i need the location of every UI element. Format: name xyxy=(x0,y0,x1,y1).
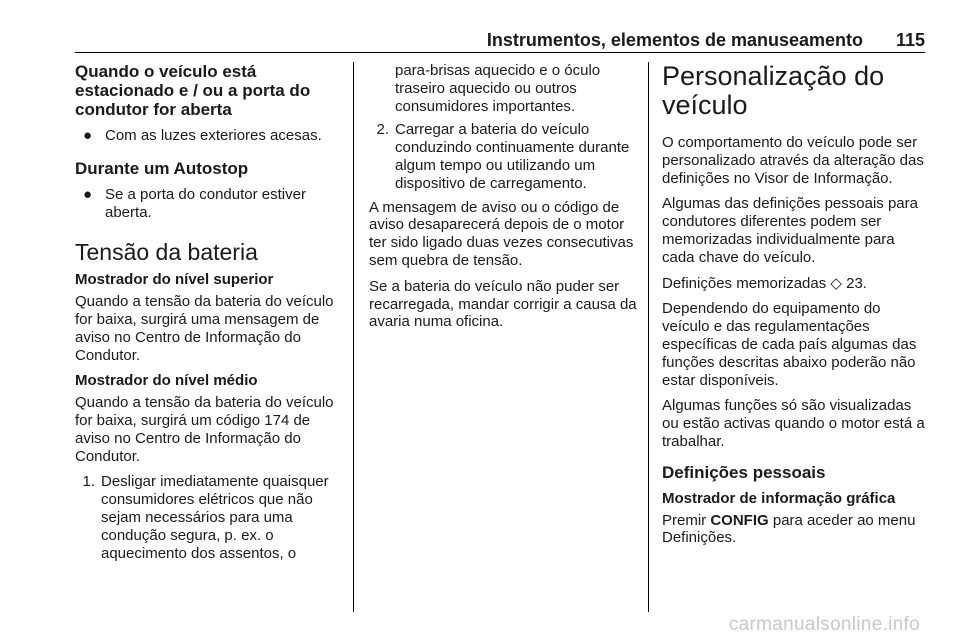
page-number: 115 xyxy=(895,30,925,50)
text-premir: Premir xyxy=(662,511,707,529)
column-divider xyxy=(648,62,649,612)
paragraph-config xyxy=(662,512,928,548)
paragraph: Algumas funções só são visualizadas ou estão activas quando o motor está a trabalhar. xyxy=(662,397,925,450)
step-number: 1. xyxy=(82,473,95,491)
paragraph: A mensagem de aviso ou o código de aviso desaparecerá depois de o motor ter sido ligado duas vezes consecutivas sem quebra de tensão. xyxy=(369,198,634,269)
column-divider xyxy=(353,62,354,612)
step-number: 2. xyxy=(376,121,389,139)
column-2 xyxy=(369,62,637,339)
numbered-step xyxy=(369,121,637,192)
subheading-graphic-display: Mostrador de informação gráfica xyxy=(662,489,896,507)
subheading-mid-level: Mostrador do nível médio xyxy=(75,372,258,390)
section-title-battery: Tensão da bateria xyxy=(75,239,258,266)
bullet-icon: ● xyxy=(83,185,93,203)
paragraph: Quando a tensão da bateria do veículo for baixa, surgirá um código 174 de aviso no Centro de Informação do Condutor. xyxy=(75,394,334,465)
heading-parked: Quando o veículo está estacionado e / ou a porta do condutor for aberta xyxy=(75,62,311,119)
paragraph: Se a bateria do veículo não puder ser recarregada, mandar corrigir a causa da avaria numa oficina. xyxy=(369,277,637,331)
paragraph: Quando a tensão da bateria do veículo for baixa, surgirá uma mensagem de aviso no Centro de Informação do Condutor. xyxy=(75,293,334,364)
step-text: Desligar imediatamente quaisquer consumidores elétricos que não sejam necessários para uma condução segura, p. ex. o aquecimento dos assentos, o xyxy=(101,473,329,562)
heading-autostop: Durante um Autostop xyxy=(75,158,249,178)
step-text: para-brisas aquecido e o óculo traseiro aquecido ou outros consumidores importantes. xyxy=(395,62,601,115)
step-text: Carregar a bateria do veículo conduzindo continuamente durante algum tempo ou utilizando um dispositivo de carregamento. xyxy=(395,121,630,192)
watermark: carmanualsonline.info xyxy=(728,614,920,635)
header-title: Instrumentos, elementos de manuseamento xyxy=(486,30,863,50)
text-menu: para aceder ao menu Definições. xyxy=(662,511,916,547)
bullet-text: Se a porta do condutor estiver aberta. xyxy=(105,185,306,221)
paragraph: Algumas das definições pessoais para condutores diferentes podem ser memorizadas individualmente para cada chave do veículo. xyxy=(662,195,918,266)
bullet-item xyxy=(75,186,343,222)
page-header xyxy=(75,30,925,53)
column-3 xyxy=(662,62,928,555)
numbered-step-continued xyxy=(369,62,637,115)
heading-personal-settings: Definições pessoais xyxy=(662,462,826,482)
bullet-item xyxy=(75,127,343,145)
subheading-top-level: Mostrador do nível superior xyxy=(75,271,274,289)
section-title-personalization: Personalização do veículo xyxy=(662,61,885,120)
bullet-icon: ● xyxy=(83,127,93,144)
bullet-text: Com as luzes exteriores acesas. xyxy=(105,127,322,144)
column-1 xyxy=(75,62,343,568)
numbered-step xyxy=(75,473,343,562)
config-key: CONFIG xyxy=(710,511,769,529)
paragraph-cross-reference: Definições memorizadas ◇ 23. xyxy=(662,274,867,292)
paragraph: O comportamento do veículo pode ser personalizado através da alteração das definições no Visor de Informação. xyxy=(662,134,924,187)
paragraph: Dependendo do equipamento do veículo e das regulamentações específicas de cada país algumas das funções descritas abaixo poderão não estar disponíveis. xyxy=(662,300,917,389)
